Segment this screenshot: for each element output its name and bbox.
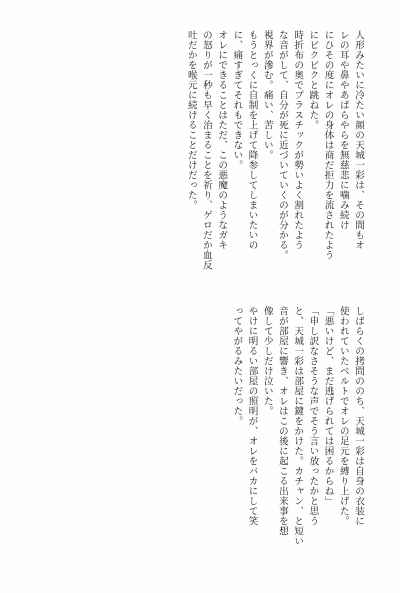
text-line: 視界が滲む。痛い、苦しい。	[261, 30, 273, 160]
text-line: にビクビクと跳ねた。	[307, 30, 319, 130]
text-line: な音がして、自分が死に近づいていくのが分かる。	[276, 30, 288, 260]
text-line: 「申し訳なさそうな声でそう言い放ったかと思う	[307, 306, 319, 526]
text-line: ってやがるみたいだった。	[231, 306, 243, 426]
text-line: 使われていたベルトでオレの足元を縛り上げた。	[337, 306, 349, 526]
text-line: 人形みたいに冷たい顔の天城一彩は、その間もオ	[353, 30, 364, 250]
text-line: しばらくの拷問ののち、天城一彩は自身の衣装に	[353, 306, 364, 526]
text-line: の怒りが一秒も早く治まることを祈り、ゲロだか血反	[200, 30, 212, 270]
text-line: 像して少しだけ泣いた。	[261, 306, 273, 416]
text-line: 「悪いけど、まだ逃げられては困るからね」	[322, 306, 334, 506]
text-line: 時折布の奥でプラスチックが勢いよく割れたよう	[292, 30, 304, 250]
text-line: に、痛すぎてそれもできない。	[231, 30, 243, 170]
text-line: にひその度にオレの身体は商だ拒力を流されたよう	[322, 30, 334, 260]
text-line: レの耳や鼻やあばらやらを無慈悲に噛み続け	[337, 30, 349, 230]
text-block-top	[30, 30, 366, 282]
text-line: と、天城一彩は部屋に鍵をかけた。カチャン、と短い	[292, 306, 304, 546]
text-block-bottom	[30, 306, 366, 558]
text-line: 吐だかを喉元に続けることだけだった。	[185, 30, 197, 210]
text-line: 音が部屋に響き、オレはこの後に起こる出来事を想	[276, 306, 288, 536]
text-line: やけに明るい部屋の照明が、オレをバカにして笑	[246, 306, 258, 526]
text-line: オレにできることはただ、この悪魔のようなガキ	[216, 30, 228, 250]
text-line: もうとっくに自制を上げて降参してしまいたいの	[246, 30, 258, 250]
